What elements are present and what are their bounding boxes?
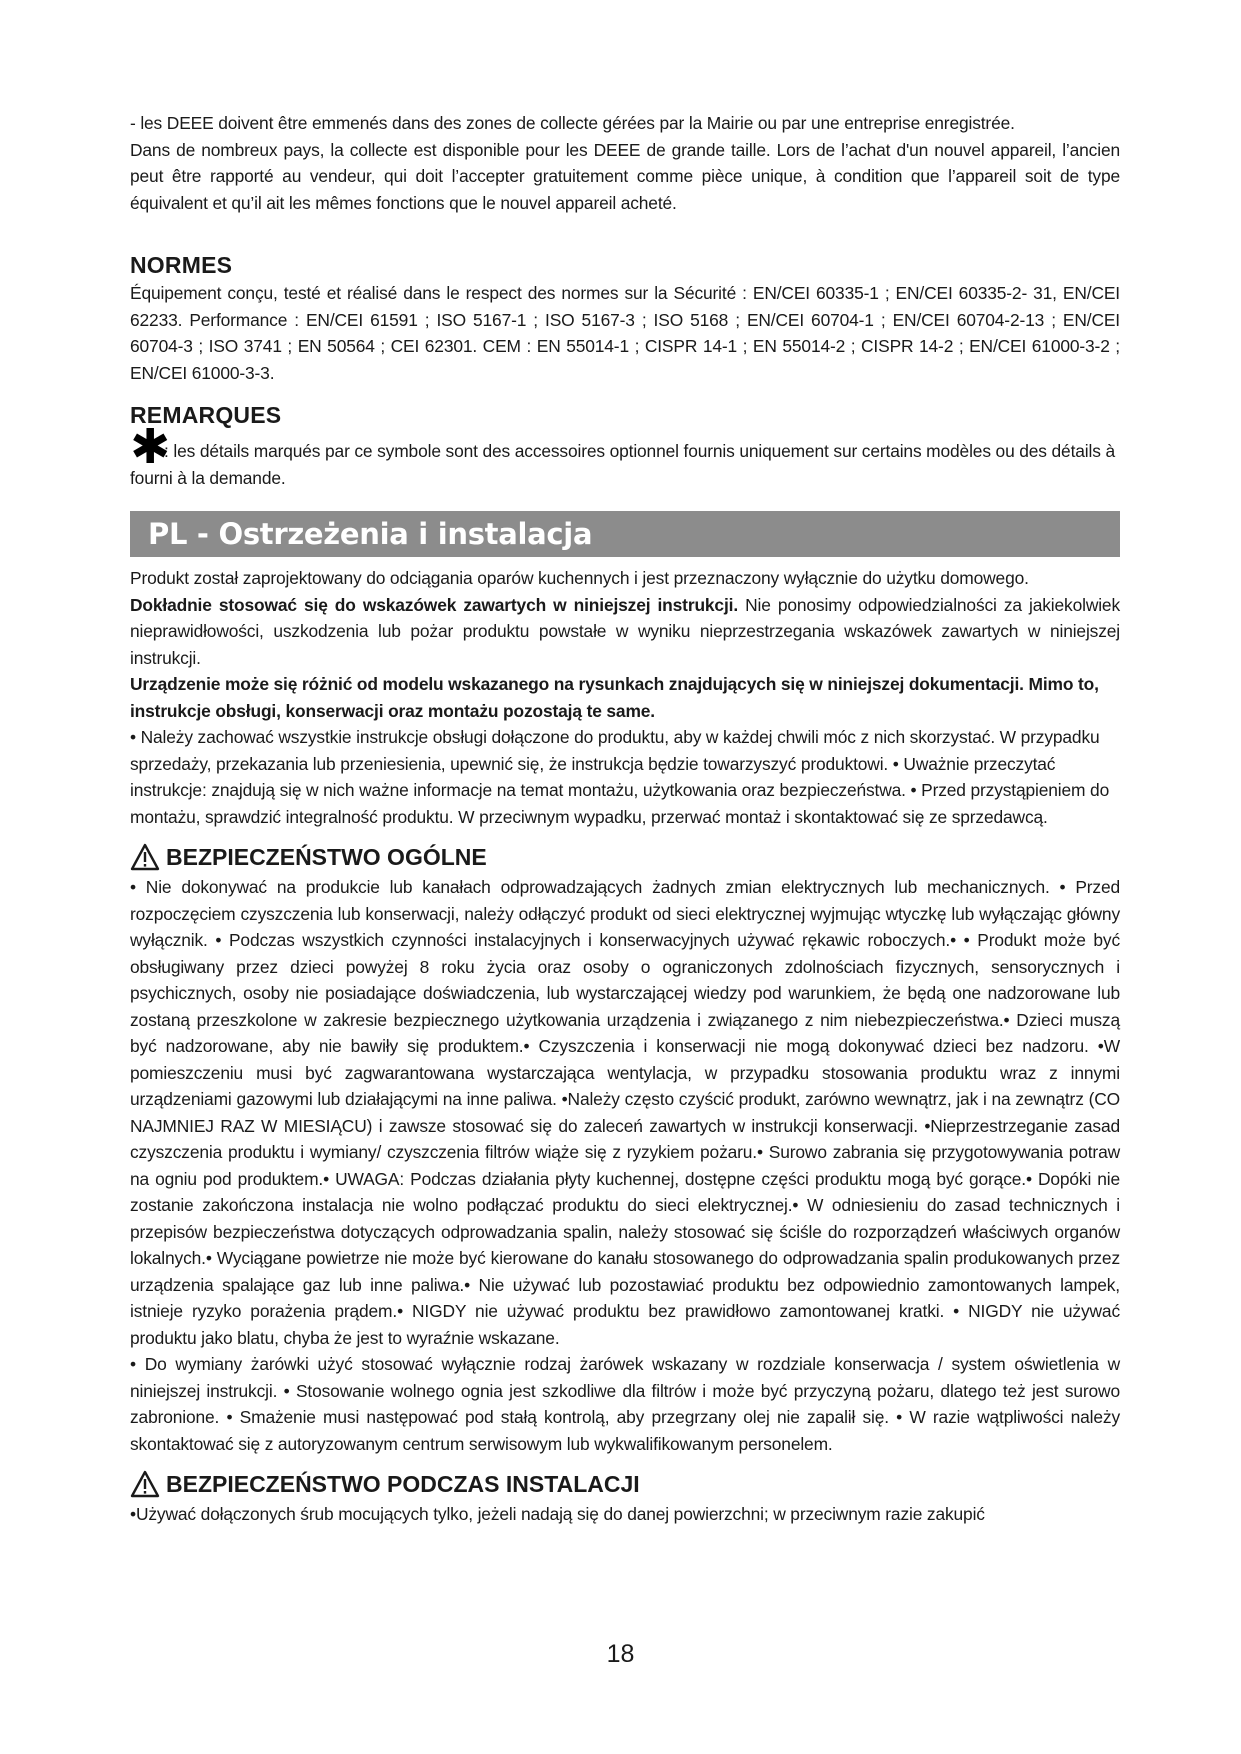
safety-general-heading (130, 842, 1120, 872)
pl-model-difference-note: Urządzenie może się różnić od modelu wskazanego na rysunkach znajdujących się w niniejszej dokumentacji. Mimo to, instrukcje obsługi, konserwacji oraz montażu pozostają te same. (130, 674, 1099, 721)
safety-general-text-1: • Nie dokonywać na produkcie lub kanałach odprowadzających żadnych zmian elektrycznych lub mechanicznych. • Przed rozpoczęciem czyszczenia lub konserwacji, należy odłączyć produkt od sieci elektrycznej wyjmując wtyczkę lub wyłączając główny wyłącznik. • Podczas wszystkich czynności instalacyjnych i konserwacyjnych używać rękawic roboczych.• • Produkt może być obsługiwany przez dzieci powyżej 8 roku życia oraz osoby o ograniczonych zdolnościach fizycznych, sensorycznych i psychicznych, osoby nie posiadające doświadczenia, lub wystarczającej wiedzy pod warunkiem, że będą one nadzorowane lub zostaną przeszkolone w zakresie bezpiecznego użytkowania urządzenia i związanego z nim niebezpieczeństwa.• Dzieci muszą być nadzorowane, aby nie bawiły się produktem.• Czyszczenia i konserwacji nie mogą dokonywać dzieci bez nadzoru. •W pomieszczeniu musi być zagwarantowana wystarczająca wentylacja, w przypadku stosowania produktu wraz z innymi urządzeniami gazowymi lub działającymi na inne paliwa. •Należy często czyścić produkt, zarówno wewnątrz, jak i na zewnątrz (CO NAJMNIEJ RAZ W MIESIĄCU) i zawsze stosować się do zaleceń zawartych w instrukcji konserwacji. •Nieprzestrzeganie zasad czyszczenia produktu i wymiany/ czyszczenia filtrów wiąże się z ryzykiem pożaru.• Surowo zabrania się przygotowywania potraw na ogniu pod produktem.• UWAGA: Podczas działania płyty kuchennej, dostępne części produktu mogą być gorące.• Dopóki nie zostanie zakończona instalacja nie wolno podłączać produktu do sieci elektrycznej.• W odniesieniu do zasad technicznych i przepisów bezpieczeństwa dotyczących odprowadzania spalin, należy stosować się ściśle do rozporządzeń właściwych organów lokalnych.• Wyciągane powietrze nie może być kierowane do kanału stosowanego do odprowadzania spalin produkowanych przez urządzenia spalające gaz lub inne paliwa.• Nie używać lub pozostawiać produktu bez odpowiednio zamontowanych lampek, istnieje ryzyko porażenia prądem.• NIGDY nie używać produktu bez prawidłowo zamontowanej kratki. • NIGDY nie używać produktu jako blatu, chyba że jest to wyraźnie wskazane. (130, 877, 1120, 1348)
asterisk-icon: ✱ (130, 419, 171, 475)
warning-triangle-icon (130, 843, 160, 871)
page-number: 18 (606, 1640, 635, 1668)
normes-text: Équipement conçu, testé et réalisé dans le respect des normes sur la Sécurité : EN/CEI 60335-1 ; EN/CEI 60335-2- 31, EN/CEI 62233. Performance : EN/CEI 61591 ; ISO 5167-1 ; ISO 5167-3 ; ISO 5168 ; EN/CEI 60704-1 ; EN/CEI 60704-2-13 ; EN/CEI 60704-3 ; ISO 3741 ; EN 50564 ; CEI 62301. CEM : EN 55014-1 ; CISPR 14-1 ; EN 55014-2 ; CISPR 14-2 ; EN/CEI 61000-3-2 ; EN/CEI 61000-3-3. (130, 283, 1120, 383)
remarques-heading: REMARQUES (130, 402, 282, 428)
safety-general-text-2: • Do wymiany żarówki użyć stosować wyłącznie rodzaj żarówek wskazany w rozdziale konserwacja / system oświetlenia w niniejszej instrukcji. • Stosowanie wolnego ognia jest szkodliwe dla filtrów i może być przyczyną pożaru, dlatego też jest surowo zabronione. • Smażenie musi następować pod stałą kontrolą, aby przegrzany olej nie zapalił się. • W razie wątpliwości należy skontaktować się z autoryzowanym centrum serwisowym lub wykwalifikowanym personelem. (130, 1354, 1120, 1454)
fr-deee-line-1: - les DEEE doivent être emmenés dans des zones de collecte gérées par la Mairie ou par une entreprise enregistrée. (130, 113, 1015, 133)
remarques-text: : les détails marqués par ce symbole sont des accessoires optionnel fournis uniquement sur certains modèles ou des détails à fourni à la demande. (130, 441, 1115, 488)
pl-intro: Produkt został zaprojektowany do odciągania oparów kuchennych i jest przeznaczony wyłącznie do użytku domowego. (130, 568, 1029, 588)
pl-banner-title: PL - Ostrzeżenia i instalacja (148, 517, 593, 551)
warning-triangle-icon (130, 1470, 160, 1498)
safety-install-heading (130, 1469, 1120, 1499)
pl-bold-instructions: Dokładnie stosować się do wskazówek zawartych w niniejszej instrukcji. (130, 594, 739, 615)
pl-instructions-paragraph (130, 592, 1120, 672)
pl-liability-text: Nie ponosimy odpowiedzialności za jakiekolwiek nieprawidłowości, uszkodzenia lub pożar produktu powstałe w wyniku nieprzestrzegania wskazówek zawartych w niniejszej instrukcji. (130, 594, 1121, 668)
safety-general-title: BEZPIECZEŃSTWO OGÓLNE (166, 844, 487, 870)
pl-general-bullets: • Należy zachować wszystkie instrukcje obsługi dołączone do produktu, aby w każdej chwili móc z nich skorzystać. W przypadku sprzedaży, przekazania lub przeniesienia, upewnić się, że instrukcja będzie towarzyszyć produktowi. • Uważnie przeczytać instrukcje: znajdują się w nich ważne informacje na temat montażu, użytkowania oraz bezpieczeństwa. • Przed przystąpieniem do montażu, sprawdzić integralność produktu. W przeciwnym wypadku, przerwać montaż i skontaktować się ze sprzedawcą. (130, 727, 1110, 827)
fr-deee-paragraph: Dans de nombreux pays, la collecte est disponible pour les DEEE de grande taille. Lors de l’achat d'un nouvel appareil, l’ancien peut être rapporté au vendeur, qui doit l’accepter gratuitement comme pièce unique, à condition que l’appareil soit de type équivalent et qu’il ait les mêmes fonctions que le nouvel appareil acheté. (130, 139, 1120, 213)
pl-section-banner (130, 511, 1120, 557)
document-page (130, 110, 1120, 1528)
pl-intro-block (130, 565, 1120, 830)
safety-install-text: •Używać dołączonych śrub mocujących tylko, jeżeli nadają się do danej powierzchni; w przeciwnym razie zakupić (130, 1504, 985, 1524)
normes-heading: NORMES (130, 252, 233, 278)
safety-install-title: BEZPIECZEŃSTWO PODCZAS INSTALACJI (166, 1471, 640, 1497)
